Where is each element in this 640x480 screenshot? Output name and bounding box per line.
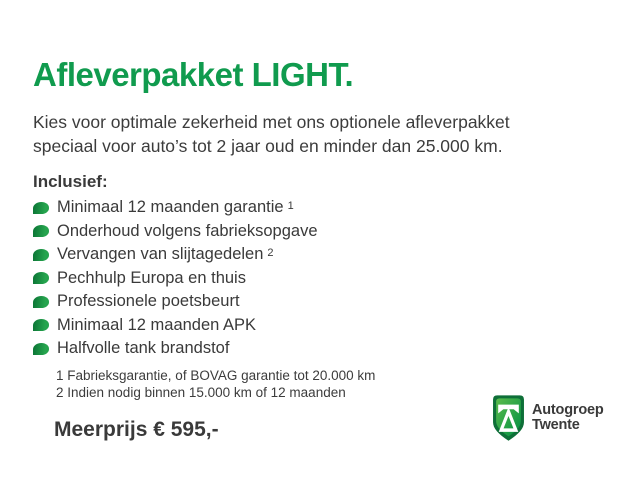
leaf-bullet-icon (33, 249, 49, 261)
footnote-2: 2 Indien nodig binnen 15.000 km of 12 maanden (56, 385, 346, 400)
list-item (33, 243, 613, 267)
list-item-label: Onderhoud volgens fabrieksopgave (57, 221, 318, 240)
logo-wordmark (532, 403, 604, 442)
list-item-label: Vervangen van slijtagedelen (57, 245, 264, 264)
autogroep-shield-icon (492, 394, 525, 442)
footnote-1: 1 Fabrieksgarantie, of BOVAG garantie tot 20.000 km (56, 367, 376, 383)
leaf-bullet-icon (33, 272, 49, 284)
autogroep-twente-logo (492, 394, 604, 442)
list-item (33, 290, 613, 314)
list-item (33, 314, 613, 338)
footnote-marker: 1 (287, 199, 294, 212)
list-item-label: Minimaal 12 maanden APK (57, 315, 257, 334)
price-label: Meerprijs € 595,- (54, 417, 219, 441)
list-item (33, 337, 613, 361)
list-item-label: Minimaal 12 maanden garantie (57, 198, 284, 217)
list-item-label: Pechhulp Europa en thuis (57, 268, 246, 287)
leaf-bullet-icon (33, 296, 49, 308)
included-list (33, 196, 613, 361)
logo-line-2: Twente (532, 416, 580, 433)
logo-line-1: Autogroep (532, 402, 604, 418)
list-item-label: Professionele poetsbeurt (57, 292, 240, 311)
list-item (33, 267, 613, 291)
list-item-label: Halfvolle tank brandstof (57, 339, 230, 358)
leaf-bullet-icon (33, 319, 49, 331)
intro-text: Kies voor optimale zekerheid met ons optionele afleverpakket speciaal voor auto’s tot 2 jaar oud en minder dan 25.000 km. (33, 112, 510, 156)
flyer-content (33, 56, 613, 442)
list-item (33, 220, 613, 244)
list-item (33, 196, 613, 220)
page-title: Afleverpakket LIGHT. (33, 56, 354, 93)
leaf-bullet-icon (33, 343, 49, 355)
leaf-bullet-icon (33, 202, 49, 214)
leaf-bullet-icon (33, 225, 49, 237)
included-heading: Inclusief: (33, 172, 108, 191)
footnote-marker: 2 (267, 246, 274, 259)
